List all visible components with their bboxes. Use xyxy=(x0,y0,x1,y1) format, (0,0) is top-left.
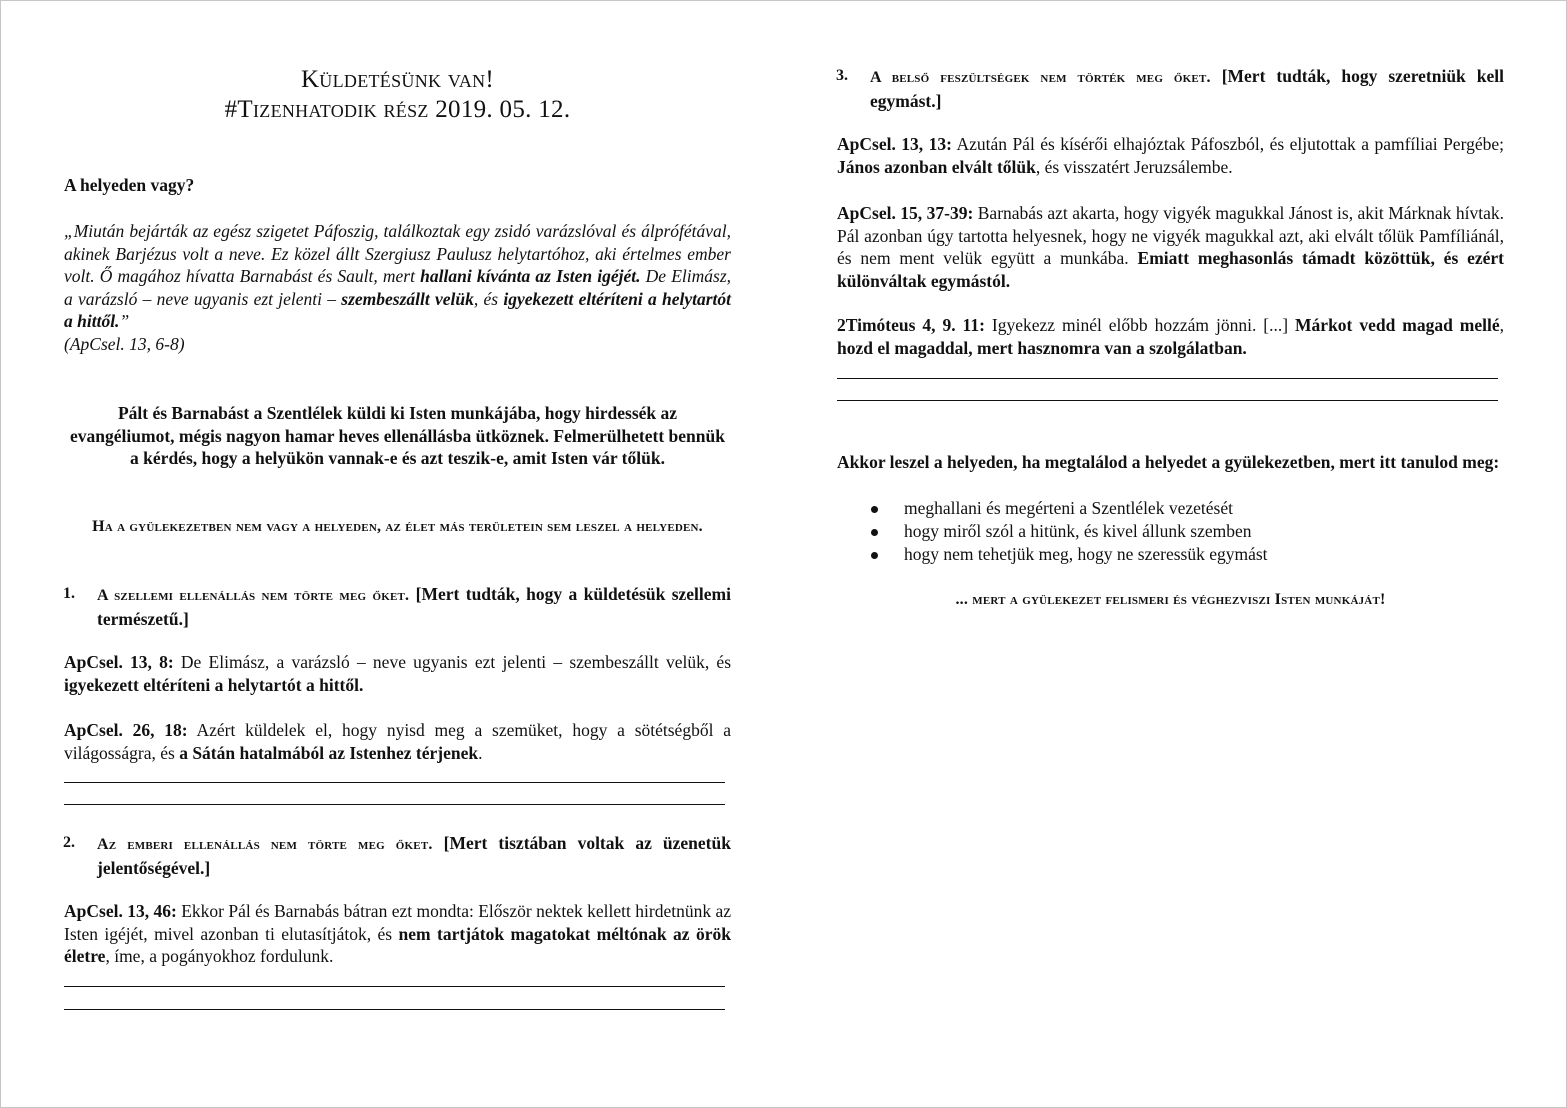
note-line xyxy=(64,986,725,987)
note-line xyxy=(64,804,725,805)
title-line-1: Küldetésünk van! xyxy=(300,66,495,93)
opening-quote: „Miután bejárták az egész szigetet Páfoszig, találkoztak egy zsidó varázslóval és álprófétával, akinek Barjézus volt a neve. Ez közel állt Szergiusz Paulusz helytartóhoz, aki értelmes ember volt. Ő magához hívatta Barnabást és Sault, mert hallani kívánta az Isten igéjét. De Elimász, a varázsló – neve ugyanis ezt jelenti – szembeszállt velük, és igyekezett eltéríteni a helytartót a hittől.” (ApCsel. 13, 6-8) xyxy=(64,221,732,354)
bullet-icon xyxy=(871,552,878,559)
conclusion-paragraph: Akkor leszel a helyeden, ha megtalálod a helyedet a gyülekezetben, mert itt tanulod meg: xyxy=(837,452,1500,472)
takeaway-list xyxy=(837,497,1504,566)
note-line xyxy=(64,1009,725,1010)
title-line-2: #Tizenhatodik rész 2019. 05. 12. xyxy=(224,96,571,123)
question-heading: A helyeden vagy? xyxy=(64,175,195,195)
verse-2-timothy-4-9-11: 2Timóteus 4, 9. 11: Igyekezz minél előbb hozzám jönni. [...] Márkot vedd magad mellé, hozd el magaddal, mert hasznomra van a szolgálatban. xyxy=(837,315,1504,358)
note-line xyxy=(837,400,1498,401)
point-2-heading: 2. Az emberi ellenállás nem törte meg őket. [Mert tisztában voltak az üzenetük jelentőségével.] xyxy=(63,833,731,878)
bullet-icon xyxy=(871,506,878,513)
point-1-heading: 1. A szellemi ellenállás nem törte meg őket. [Mert tudták, hogy a küldetésük szellemi természetű.] xyxy=(63,584,731,629)
bullet-icon xyxy=(871,529,878,536)
verse-acts-26-18: ApCsel. 26, 18: Azért küldelek el, hogy nyisd meg a szemüket, hogy a sötétségből a világosságra, és a Sátán hatalmából az Istenhez térjenek. xyxy=(64,720,732,763)
list-item: hogy nem tehetjük meg, hogy ne szeressük egymást xyxy=(837,543,1504,566)
note-line xyxy=(837,378,1498,379)
closing-statement: ... mert a gyülekezet felismeri és véghezviszi Isten munkáját! xyxy=(955,591,1386,608)
document-title xyxy=(64,65,731,125)
note-line xyxy=(64,782,725,783)
intro-paragraph: Pált és Barnabást a Szentlélek küldi ki Isten munkájába, hogy hirdessék az evangéliumot, mégis nagyon hamar heves ellenállásba ütköznek. Felmerülhetett bennük a kérdés, hogy a helyükön vannak-e és azt teszik-e, amit Isten vár tőlük. xyxy=(70,403,725,468)
verse-acts-13-46: ApCsel. 13, 46: Ekkor Pál és Barnabás bátran ezt mondta: Először nektek kellett hirdetnünk az Isten igéjét, mivel azonban ti elutasítjátok, és nem tartjátok magatokat méltónak az örök életre, íme, a pogányokhoz fordulunk. xyxy=(64,901,731,966)
thesis-statement: Ha a gyülekezetben nem vagy a helyeden, az élet más területein sem leszel a helyeden. xyxy=(92,518,703,535)
quote-reference: (ApCsel. 13, 6-8) xyxy=(64,333,185,354)
verse-acts-13-13: ApCsel. 13, 13: Azután Pál és kísérői elhajóztak Páfoszból, és eljutottak a pamfíliai Pergébe; János azonban elvált tőlük, és visszatért Jeruzsálembe. xyxy=(837,134,1504,177)
verse-acts-15-37-39: ApCsel. 15, 37-39: Barnabás azt akarta, hogy vigyék magukkal Jánost is, akit Márknak hívtak. Pál azonban úgy tartotta helyesnek, hogy ne vigyék magukkal azt, aki elvált tőlük Pamfíliánál, és nem ment velük együtt a munkába. Emiatt meghasonlás támadt közöttük, és ezért különváltak egymástól. xyxy=(837,203,1505,291)
list-item: hogy miről szól a hitünk, és kivel állunk szemben xyxy=(837,520,1504,543)
list-item: meghallani és megérteni a Szentlélek vezetését xyxy=(837,497,1504,520)
verse-acts-13-8: ApCsel. 13, 8: De Elimász, a varázsló – neve ugyanis ezt jelenti – szembeszállt velük, és igyekezett eltéríteni a helytartót a hittől. xyxy=(64,652,732,695)
point-3-heading: 3. A belső feszültségek nem törték meg őket. [Mert tudták, hogy szeretniük kell egymást.] xyxy=(836,66,1505,111)
